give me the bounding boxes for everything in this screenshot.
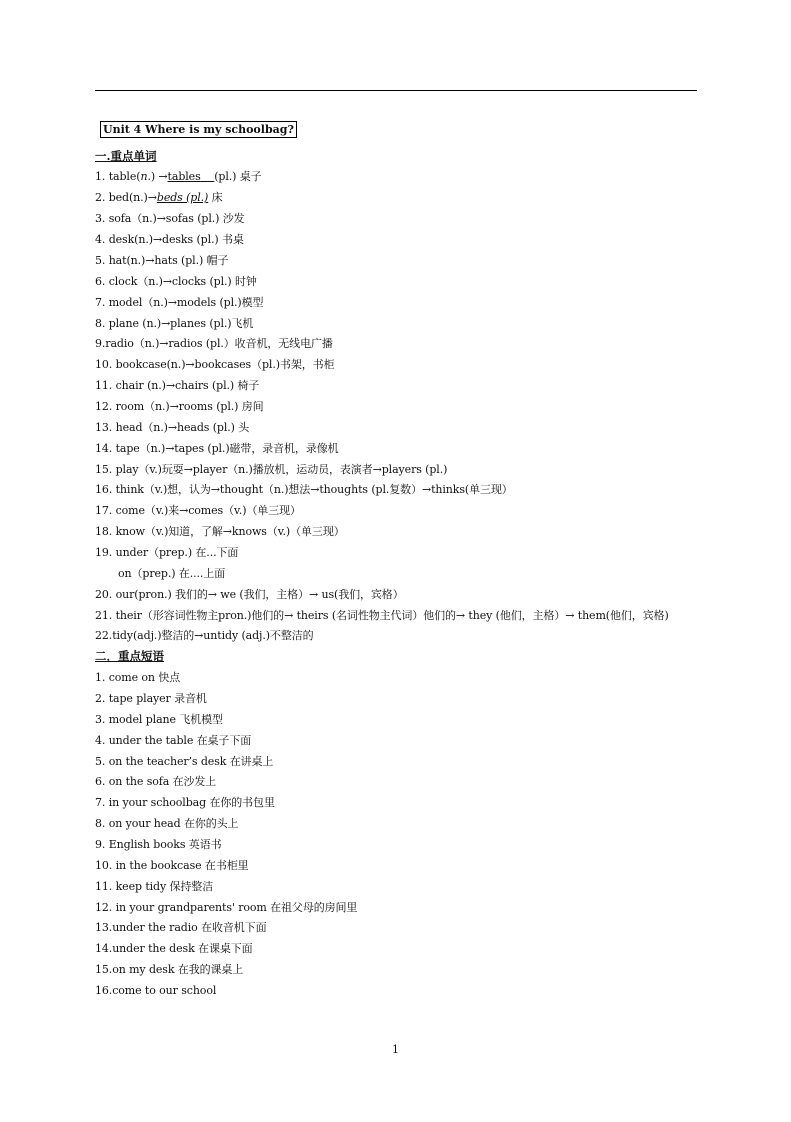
word-item-5: 5. hat(n.)→hats (pl.) 帽子 — [95, 254, 229, 267]
word-item-17: 17. come（v.)来→comes（v.)（单三现） — [95, 504, 301, 517]
word-item-2: 2. bed(n.)→beds (pl.) 床 — [95, 191, 223, 204]
phrase-item-7: 7. in your schoolbag 在你的书包里 — [95, 796, 275, 809]
phrase-item-5: 5. on the teacher’s desk 在讲桌上 — [95, 755, 274, 768]
phrase-item-14: 14.under the desk 在课桌下面 — [95, 942, 253, 955]
word-item-12: 12. room（n.)→rooms (pl.) 房间 — [95, 400, 264, 413]
word-item-21: 21. their（形容词性物主pron.)他们的→ theirs (名词性物主代词）他们的→ they (他们，主格）→ them(他们，宾格) — [95, 609, 669, 622]
phrase-item-6: 6. on the sofa 在沙发上 — [95, 775, 217, 788]
phrase-item-13: 13.under the radio 在收音机下面 — [95, 921, 267, 934]
word-item-18: 18. know（v.)知道，了解→knows（v.)（单三现） — [95, 525, 345, 538]
phrase-item-4: 4. under the table 在桌子下面 — [95, 734, 252, 747]
word-item-10: 10. bookcase(n.)→bookcases（pl.)书架，书柜 — [95, 358, 335, 371]
word-item-6: 6. clock（n.)→clocks (pl.) 时钟 — [95, 275, 257, 288]
word-item-20: 20. our(pron.) 我们的→ we (我们，主格）→ us(我们，宾格） — [95, 588, 404, 601]
word-item-1: 1. table(n.) →tables (pl.) 桌子 — [95, 170, 262, 183]
word-item-15: 15. play（v.)玩耍→player（n.)播放机，运动员，表演者→players (pl.) — [95, 463, 448, 476]
phrase-item-8: 8. on your head 在你的头上 — [95, 817, 239, 830]
word-item-13: 13. head（n.)→heads (pl.) 头 — [95, 421, 250, 434]
phrase-item-9: 9. English books 英语书 — [95, 838, 222, 851]
word-item-7: 7. model（n.)→models (pl.)模型 — [95, 296, 264, 309]
phrase-item-10: 10. in the bookcase 在书柜里 — [95, 859, 249, 872]
word-item-9: 9.radio（n.)→radios (pl.）收音机，无线电广播 — [95, 337, 333, 350]
phrase-item-12: 12. in your grandparents' room 在祖父母的房间里 — [95, 901, 358, 914]
word-item-16: 16. think（v.)想，认为→thought（n.)想法→thoughts (pl.复数）→thinks(单三现） — [95, 483, 513, 496]
phrase-item-16: 16.come to our school — [95, 984, 217, 997]
word-item-11: 11. chair (n.)→chairs (pl.) 椅子 — [95, 379, 260, 392]
word-item-3: 3. sofa（n.)→sofas (pl.) 沙发 — [95, 212, 245, 225]
unit-title: Unit 4 Where is my schoolbag? — [100, 121, 297, 138]
phrase-item-15: 15.on my desk 在我的课桌上 — [95, 963, 244, 976]
phrase-item-3: 3. model plane 飞机模型 — [95, 713, 223, 726]
section-key-words-heading: 一.重点单词 — [95, 149, 157, 163]
header-rule — [95, 90, 697, 91]
word-item-4: 4. desk(n.)→desks (pl.) 书桌 — [95, 233, 244, 246]
word-item-22: 22.tidy(adj.)整洁的→untidy (adj.)不整洁的 — [95, 629, 314, 642]
phrase-item-2: 2. tape player 录音机 — [95, 692, 207, 705]
word-item-8: 8. plane (n.)→planes (pl.)飞机 — [95, 317, 254, 330]
word-item-14: 14. tape（n.)→tapes (pl.)磁带，录音机，录像机 — [95, 442, 339, 455]
page-number: 1 — [392, 1043, 399, 1056]
word-item-19-on: on（prep.) 在....上面 — [118, 567, 226, 580]
phrase-item-1: 1. come on 快点 — [95, 671, 181, 684]
section-key-phrases-heading: 二．重点短语 — [95, 649, 164, 663]
word-item-19: 19. under（prep.) 在...下面 — [95, 546, 239, 559]
phrase-item-11: 11. keep tidy 保持整洁 — [95, 880, 214, 893]
